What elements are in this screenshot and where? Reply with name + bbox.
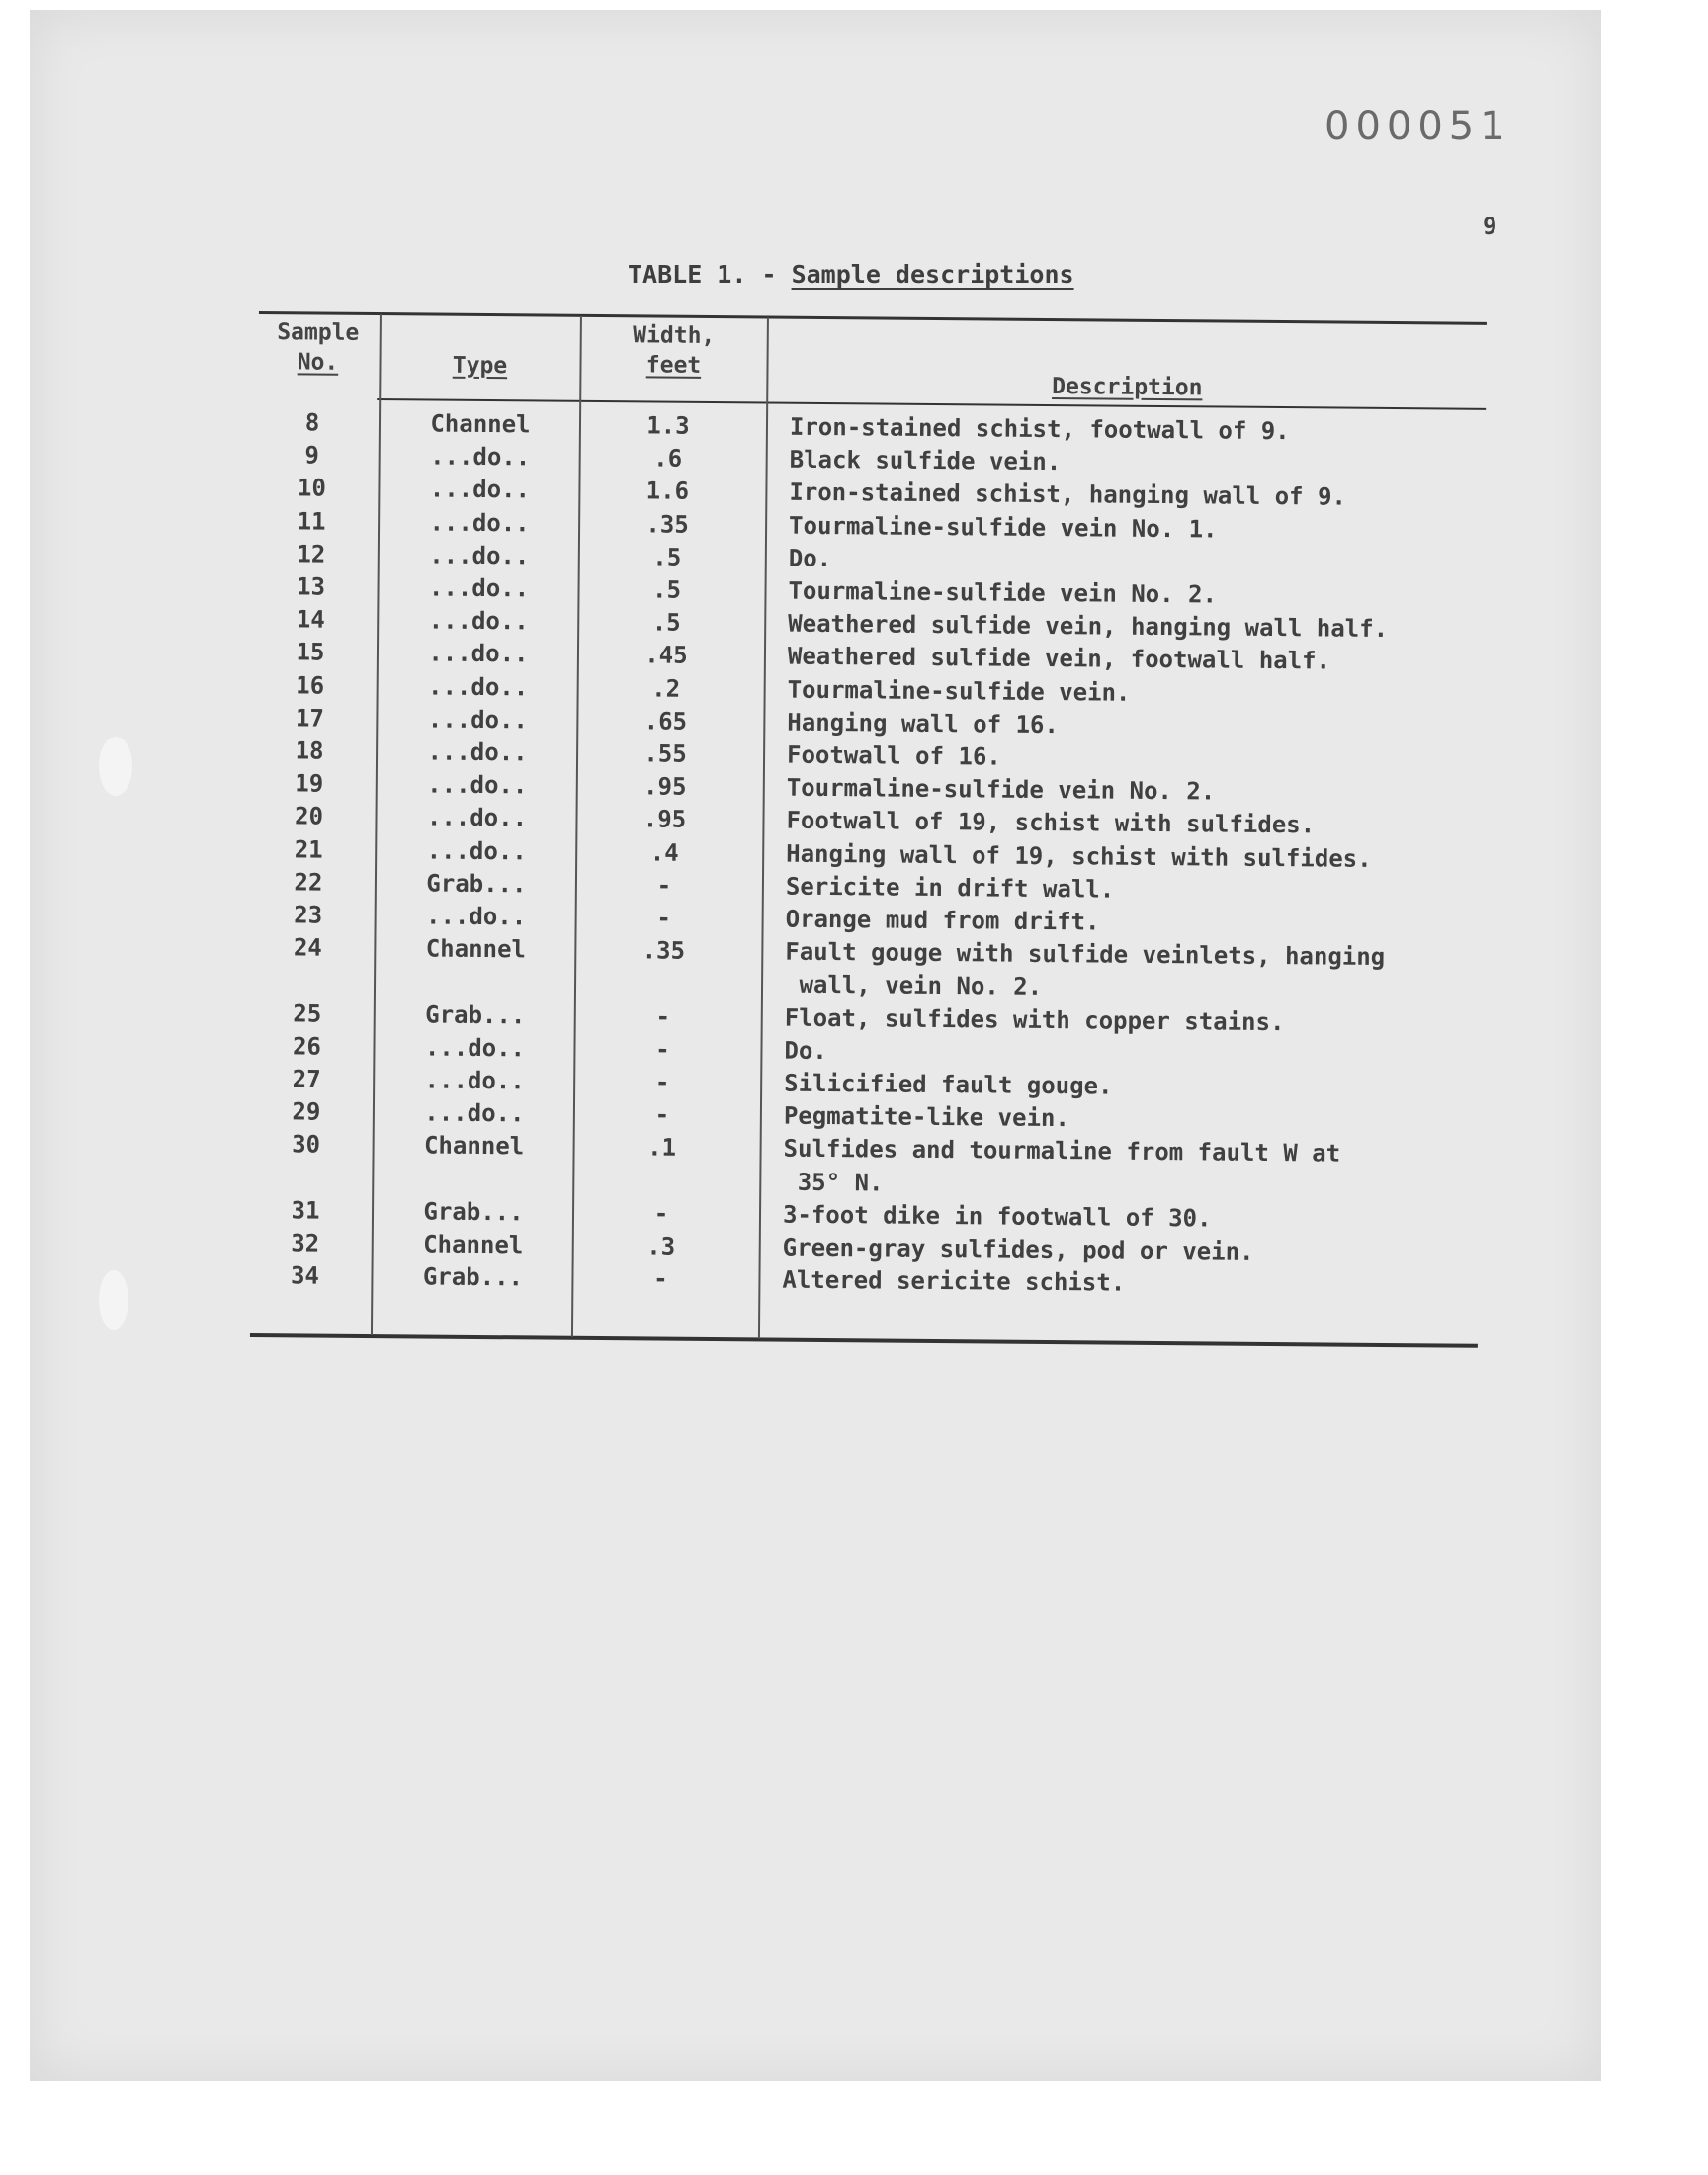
description-cell: Tourmaline-sulfide vein No. 2.: [786, 773, 1216, 806]
type-cell: ...do..: [424, 1033, 526, 1063]
type-cell: Channel: [423, 1131, 525, 1161]
type-cell: ...do..: [429, 541, 530, 570]
header-sample-no-line2: No.: [297, 349, 339, 376]
header-type-label: Type: [452, 352, 508, 380]
type-cell: Channel: [425, 934, 527, 964]
description-cell: Sericite in drift wall.: [785, 872, 1115, 904]
sample-no-cell: 27: [292, 1065, 321, 1093]
width-cell: .35: [645, 510, 689, 539]
header-description: [768, 370, 1486, 405]
width-cell: .3: [646, 1232, 676, 1261]
type-cell: Grab...: [426, 869, 527, 899]
description-cell: Black sulfide vein.: [789, 445, 1062, 477]
type-cell: Channel: [423, 1230, 524, 1260]
header-width-line2: feet: [645, 352, 702, 379]
document-number: 000051: [1324, 104, 1511, 149]
sample-no-cell: 14: [296, 605, 325, 634]
width-cell: .55: [643, 740, 687, 768]
table-title-text: Sample descriptions: [791, 260, 1074, 289]
sample-no-cell: 32: [291, 1229, 320, 1258]
width-cell: .1: [647, 1133, 677, 1163]
description-continuation: 35° N.: [783, 1168, 884, 1197]
width-cell: -: [656, 904, 671, 932]
sample-no-cell: 18: [295, 737, 324, 765]
type-cell: ...do..: [426, 803, 528, 832]
type-cell: Grab...: [422, 1262, 524, 1292]
description-cell: Silicified fault gouge.: [784, 1069, 1113, 1100]
header-width: [581, 320, 766, 382]
width-cell: .6: [653, 444, 683, 473]
sample-no-cell: 9: [304, 441, 320, 470]
width-cell: .45: [644, 641, 688, 670]
width-cell: -: [654, 1100, 670, 1129]
description-cell: Fault gouge with sulfide veinlets, hanging: [785, 937, 1386, 972]
header-type: [381, 350, 578, 382]
width-cell: .5: [652, 543, 682, 571]
width-cell: .95: [642, 805, 687, 834]
description-cell: Float, sulfides with copper stains.: [784, 1003, 1285, 1036]
description-cell: Iron-stained schist, hanging wall of 9.: [789, 478, 1347, 511]
type-cell: ...do..: [425, 902, 527, 931]
sample-table: [250, 309, 1487, 1370]
description-cell: Tourmaline-sulfide vein No. 2.: [788, 576, 1218, 609]
description-cell: Hanging wall of 19, schist with sulfides.: [786, 839, 1372, 873]
sample-no-cell: 34: [290, 1262, 320, 1290]
description-cell: Footwall of 19, schist with sulfides.: [786, 807, 1316, 839]
description-cell: Do.: [784, 1036, 827, 1065]
header-description-label: Description: [1052, 374, 1203, 401]
sample-no-cell: 30: [292, 1130, 321, 1159]
sample-no-cell: 17: [295, 704, 324, 733]
sample-no-cell: 25: [293, 999, 322, 1028]
description-cell: Orange mud from drift.: [785, 905, 1100, 936]
type-cell: ...do..: [426, 836, 527, 865]
description-cell: Green-gray sulfides, pod or vein.: [782, 1233, 1254, 1265]
width-cell: -: [654, 1068, 670, 1096]
punch-hole-mark: [99, 737, 132, 796]
sample-no-cell: 13: [296, 572, 326, 601]
width-cell: .2: [651, 674, 681, 703]
description-cell: Altered sericite schist.: [782, 1265, 1126, 1297]
width-cell: .4: [649, 838, 679, 867]
sample-no-cell: 11: [297, 506, 326, 536]
sample-no-cell: 23: [294, 901, 323, 929]
sample-no-cell: 29: [292, 1097, 321, 1126]
description-cell: Sulfides and tourmaline from fault W at: [783, 1135, 1341, 1168]
sample-no-cell: 12: [297, 540, 326, 568]
width-cell: -: [653, 1199, 669, 1228]
sample-no-cell: 15: [296, 638, 325, 666]
description-cell: Pegmatite-like vein.: [783, 1101, 1069, 1133]
description-cell: Hanging wall of 16.: [787, 708, 1060, 739]
description-cell: 3-foot dike in footwall of 30.: [782, 1200, 1212, 1233]
description-cell: Footwall of 16.: [786, 740, 1001, 771]
width-cell: -: [653, 1264, 668, 1293]
type-cell: Grab...: [425, 1000, 526, 1029]
type-cell: ...do..: [428, 606, 529, 636]
sample-no-cell: 16: [296, 670, 325, 700]
width-cell: 1.6: [645, 477, 690, 506]
header-sample-no-line1: Sample: [277, 319, 360, 346]
description-cell: Tourmaline-sulfide vein.: [787, 675, 1131, 707]
table-bottom-rule: [250, 1333, 1478, 1348]
type-cell: ...do..: [427, 770, 528, 800]
width-cell: .35: [641, 936, 686, 965]
type-cell: Grab...: [423, 1197, 524, 1227]
type-cell: ...do..: [429, 508, 530, 537]
width-cell: -: [656, 871, 672, 900]
type-cell: ...do..: [428, 639, 529, 668]
sample-no-cell: 10: [297, 474, 326, 502]
type-cell: ...do..: [429, 475, 531, 504]
sample-no-cell: 31: [291, 1196, 320, 1225]
type-cell: ...do..: [427, 672, 529, 701]
sample-no-cell: 21: [294, 834, 323, 864]
width-cell: -: [655, 1035, 670, 1064]
type-cell: Channel: [430, 409, 531, 439]
description-cell: Do.: [788, 544, 832, 572]
sample-no-cell: 20: [294, 802, 324, 830]
sample-no-cell: 24: [293, 933, 322, 962]
type-cell: ...do..: [430, 442, 531, 472]
description-cell: Iron-stained schist, footwall of 9.: [789, 412, 1290, 446]
table-title-prefix: TABLE 1. -: [628, 260, 792, 289]
punch-hole-mark: [99, 1270, 128, 1330]
type-cell: ...do..: [427, 705, 529, 735]
sample-no-cell: 22: [294, 868, 323, 897]
description-cell: Tourmaline-sulfide vein No. 1.: [788, 511, 1218, 544]
width-cell: .5: [651, 608, 681, 637]
type-cell: ...do..: [427, 738, 528, 767]
description-continuation: wall, vein No. 2.: [784, 971, 1043, 1001]
header-sample-no: [258, 317, 378, 378]
width-cell: .65: [643, 707, 688, 736]
sample-no-cell: 8: [304, 408, 320, 437]
type-cell: ...do..: [424, 1098, 525, 1128]
table-title: [628, 260, 1074, 289]
page-number: 9: [1483, 213, 1497, 240]
type-cell: ...do..: [424, 1066, 525, 1095]
width-cell: -: [655, 1002, 671, 1031]
header-width-line1: Width,: [633, 322, 716, 350]
width-cell: .95: [642, 772, 687, 801]
sample-no-cell: 19: [295, 769, 324, 798]
description-cell: Weathered sulfide vein, footwall half.: [787, 643, 1331, 675]
sample-no-cell: 26: [292, 1032, 322, 1061]
width-cell: .5: [651, 575, 682, 604]
width-cell: 1.3: [646, 411, 690, 440]
description-cell: Weathered sulfide vein, hanging wall half.: [788, 609, 1389, 644]
type-cell: ...do..: [428, 573, 530, 603]
